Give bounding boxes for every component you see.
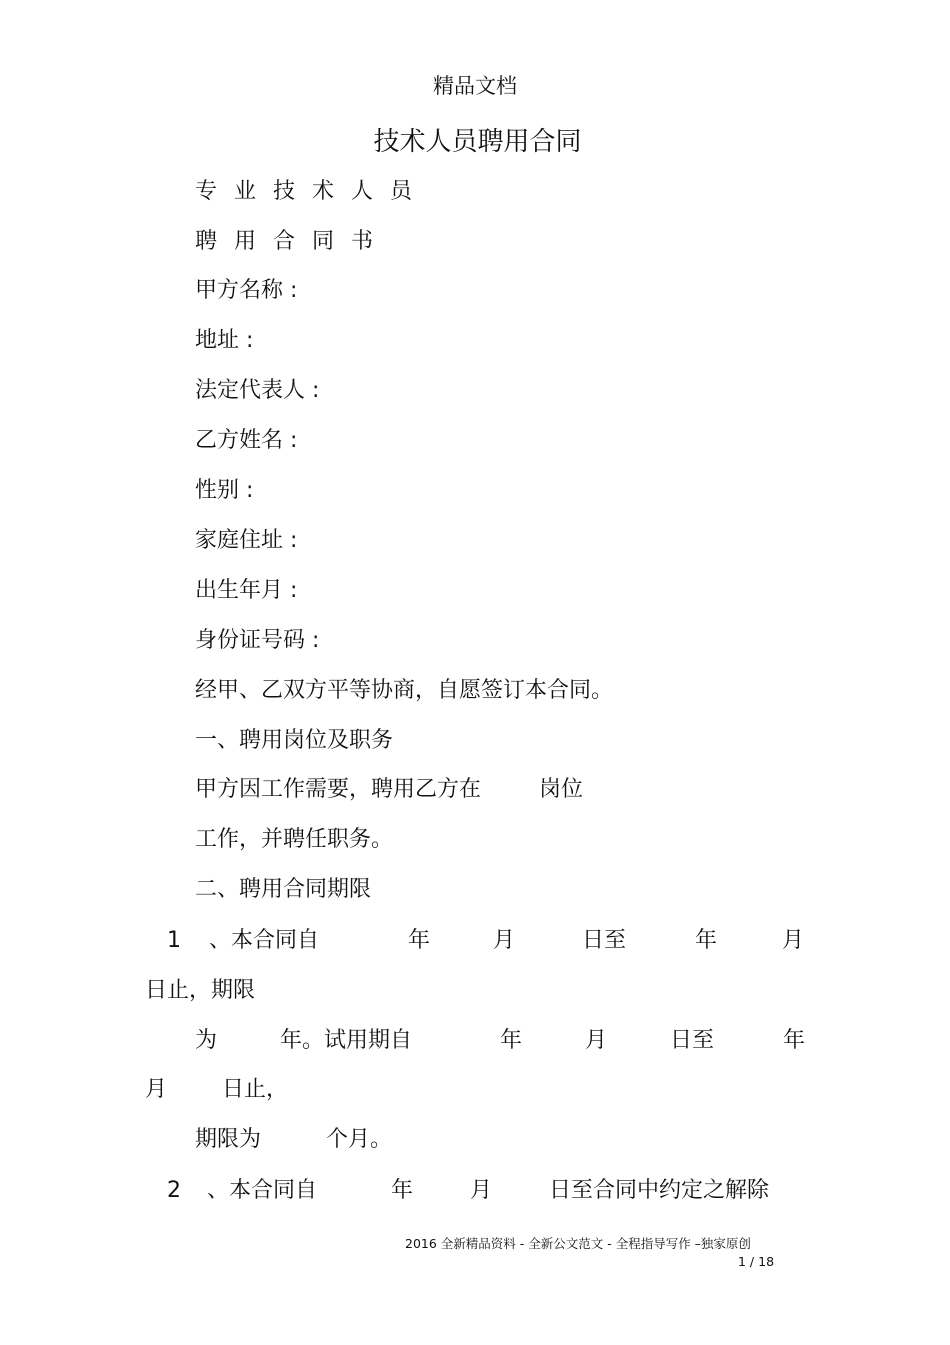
clause-1-probation-day-to: 日至 xyxy=(670,1028,715,1053)
party-b-name-field: 乙方姓名 : xyxy=(195,428,298,453)
clause-1-probation-year-2: 年 xyxy=(783,1028,806,1053)
page-number: 1 / 18 xyxy=(738,1254,775,1269)
clause-1-probation-day-end: 日止， xyxy=(222,1077,289,1102)
clause-1-probation-start: 年。试用期自 xyxy=(280,1028,413,1053)
clause-1-year-2: 年 xyxy=(695,928,718,953)
clause-1-period-unit: 个月。 xyxy=(326,1127,393,1152)
clause-1-probation-month: 月 xyxy=(585,1028,608,1053)
page-header: 精品文档 xyxy=(433,74,517,98)
clause-1-continued: 日止，期限 xyxy=(145,978,256,1003)
legal-representative-field: 法定代表人 : xyxy=(195,378,320,403)
birth-date-field: 出生年月 : xyxy=(195,578,298,603)
clause-2-number: 2 xyxy=(167,1178,181,1203)
clause-1-text: 、本合同自 xyxy=(209,928,320,953)
section-2-heading: 二、聘用合同期限 xyxy=(195,877,372,902)
section-1-text-a: 甲方因工作需要，聘用乙方在 xyxy=(195,777,482,802)
clause-2-text: 、本合同自 xyxy=(207,1178,318,1203)
section-1-text-b: 岗位 xyxy=(539,777,584,802)
address-field: 地址 : xyxy=(195,328,254,353)
subtitle-line-1: 专业技术人员 xyxy=(195,179,430,204)
clause-2-year: 年 xyxy=(391,1178,414,1203)
clause-1-probation-year: 年 xyxy=(500,1028,523,1053)
clause-1-wei: 为 xyxy=(195,1028,218,1053)
clause-1-number: 1 xyxy=(167,928,181,953)
party-a-name-field: 甲方名称 : xyxy=(195,278,298,303)
section-1-text-c: 工作，并聘任职务。 xyxy=(195,827,394,852)
id-number-field: 身份证号码 : xyxy=(195,628,320,653)
subtitle-line-2: 聘用合同书 xyxy=(195,229,391,254)
clause-1-period-label: 期限为 xyxy=(195,1127,262,1152)
footer-text: 2016 全新精品资料 - 全新公文范文 - 全程指导写作 –独家原创 xyxy=(405,1236,751,1251)
clause-2-rest: 日至合同中约定之解除 xyxy=(549,1178,770,1203)
clause-1-month-2: 月 xyxy=(782,928,805,953)
clause-1-probation-month-2: 月 xyxy=(145,1077,168,1102)
document-title: 技术人员聘用合同 xyxy=(373,127,582,157)
clause-1-year-1: 年 xyxy=(408,928,431,953)
clause-2-month: 月 xyxy=(470,1178,493,1203)
clause-1-day-to: 日至 xyxy=(582,928,627,953)
agreement-paragraph: 经甲、乙双方平等协商，自愿签订本合同。 xyxy=(195,678,614,703)
section-1-heading: 一、聘用岗位及职务 xyxy=(195,728,394,753)
home-address-field: 家庭住址 : xyxy=(195,528,298,553)
gender-field: 性别 : xyxy=(195,478,254,503)
clause-1-month-1: 月 xyxy=(493,928,516,953)
